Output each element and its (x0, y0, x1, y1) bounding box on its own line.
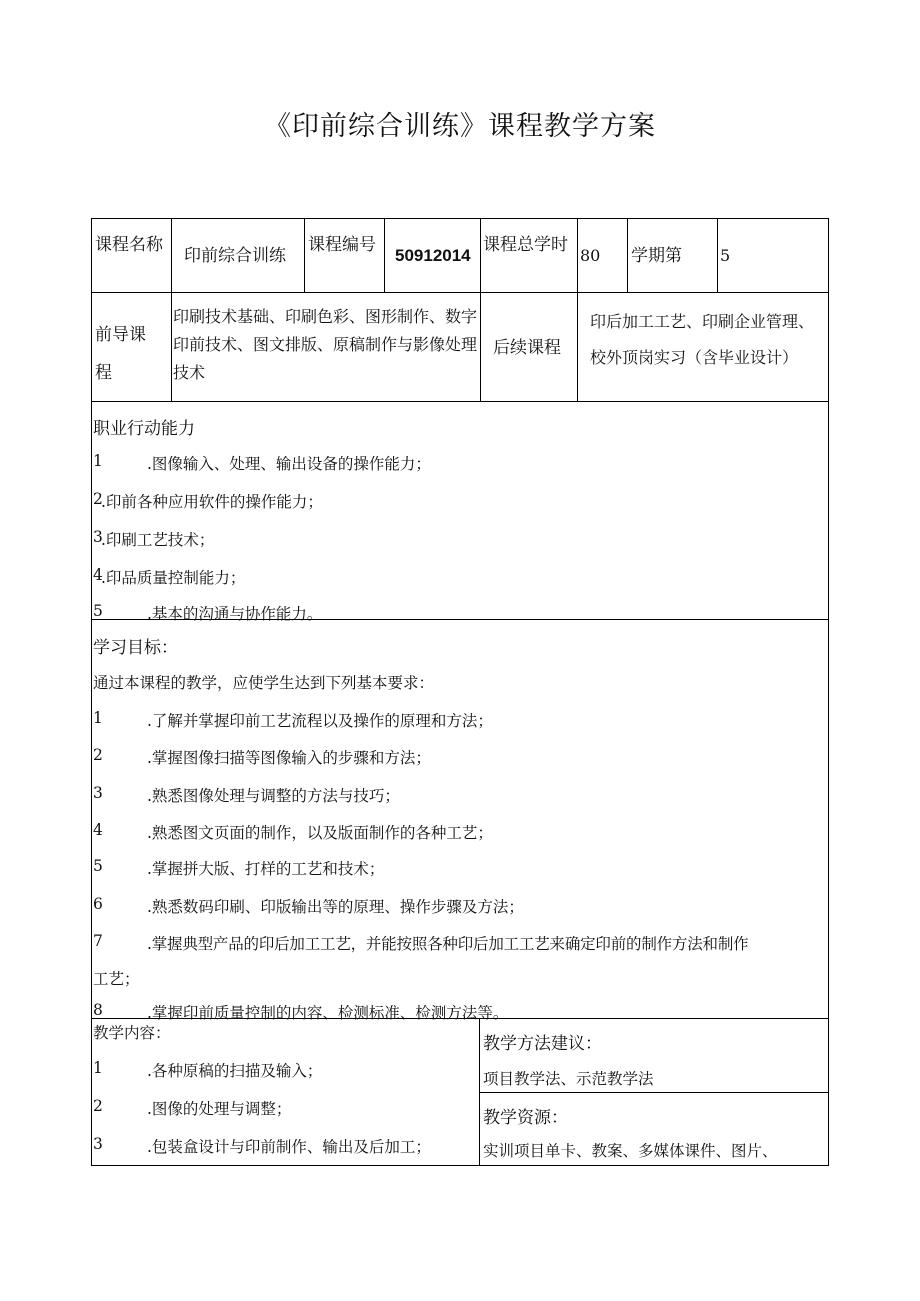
col-line-r1-4 (480, 218, 481, 293)
objective-item-1: .了解并掌握印前工艺流程以及操作的原理和方法； (147, 712, 493, 730)
ability-num-1: 1 (93, 452, 103, 470)
total-hours-label: 课程总学时 (483, 235, 568, 255)
ability-item-2: .印前各种应用软件的操作能力； (101, 493, 323, 511)
objective-item-6: .熟悉数码印刷、印版输出等的原理、操作步骤及方法； (147, 898, 524, 916)
ability-num-4: 4 (93, 566, 103, 584)
objective-item-7-cont: 工艺； (93, 970, 140, 988)
prereq-label: 前导课程 (95, 325, 146, 383)
total-hours-value: 80 (580, 246, 601, 265)
row-line-right-method (479, 1092, 829, 1093)
page-title: 《印前综合训练》课程教学方案 (264, 111, 656, 142)
semester-value: 5 (720, 246, 731, 265)
table-border-top (91, 218, 829, 219)
objective-item-7: .掌握典型产品的印后加工工艺，并能按照各种印后加工工艺来确定印前的制作方法和制作 (147, 935, 749, 953)
ability-num-5: 5 (93, 602, 103, 620)
abilities-heading: 职业行动能力 (93, 419, 195, 439)
objective-num-7: 7 (93, 932, 103, 950)
resource-value: 实训项目单卡、教案、多媒体课件、图片、 (483, 1142, 778, 1160)
content-heading: 教学内容： (93, 1024, 171, 1042)
method-label: 教学方法建议： (483, 1034, 602, 1054)
prereq-value: 印刷技术基础、印刷色彩、图形制作、数字印前技术、图文排版、原稿制作与影像处理技术 (173, 307, 478, 382)
col-line-r1-6 (627, 218, 628, 293)
objective-item-4: .熟悉图文页面的制作，以及版面制作的各种工艺； (147, 824, 493, 842)
content-item-3: .包装盒设计与印前制作、输出及后加工； (147, 1138, 431, 1156)
objective-num-1: 1 (93, 709, 103, 727)
ability-item-1: .图像输入、处理、输出设备的操作能力； (147, 455, 431, 473)
objective-num-3: 3 (93, 784, 103, 802)
semester-label: 学期第 (631, 246, 682, 266)
objective-num-8: 8 (93, 1001, 103, 1019)
course-code-value: 50912014 (395, 246, 471, 265)
col-line-r2-3 (577, 292, 578, 402)
col-line-r1-2 (304, 218, 305, 293)
table-border-bottom (91, 1165, 829, 1166)
ability-item-3: .印刷工艺技术； (101, 531, 215, 549)
followup-value: 印后加工工艺、印刷企业管理、校外顶岗实习（含毕业设计） (590, 312, 815, 367)
objective-item-3: .熟悉图像处理与调整的方法与技巧； (147, 787, 400, 805)
course-code-label: 课程编号 (308, 235, 376, 255)
course-name-label: 课程名称 (95, 235, 163, 255)
col-line-r5 (479, 1018, 480, 1166)
table-border-left (91, 218, 92, 1166)
objective-num-6: 6 (93, 895, 103, 913)
resource-label: 教学资源： (483, 1108, 568, 1128)
followup-label: 后续课程 (493, 338, 561, 358)
content-item-2: .图像的处理与调整； (147, 1100, 292, 1118)
table-border-right (828, 218, 829, 1166)
col-line-r2-1 (171, 292, 172, 402)
course-name-value: 印前综合训练 (184, 246, 286, 266)
col-line-r1-1 (171, 218, 172, 293)
col-line-r1-7 (717, 218, 718, 293)
objective-item-8: .掌握印前质量控制的内容、检测标准、检测方法等。 (147, 1004, 509, 1022)
objective-num-2: 2 (93, 746, 103, 764)
col-line-r1-3 (384, 218, 385, 293)
objective-num-4: 4 (93, 821, 103, 839)
method-value: 项目教学法、示范教学法 (483, 1070, 654, 1088)
content-item-1: .各种原稿的扫描及输入； (147, 1062, 323, 1080)
objective-item-5: .掌握拼大版、打样的工艺和技术； (147, 860, 385, 878)
row-line-2 (91, 401, 829, 402)
objectives-heading: 学习目标： (93, 638, 178, 658)
col-line-r1-5 (577, 218, 578, 293)
ability-item-5: .基本的沟通与协作能力。 (147, 605, 323, 623)
objective-num-5: 5 (93, 857, 103, 875)
objective-item-2: .掌握图像扫描等图像输入的步骤和方法； (147, 749, 431, 767)
content-num-1: 1 (93, 1059, 103, 1077)
ability-item-4: .印品质量控制能力； (101, 569, 246, 587)
ability-num-2: 2 (93, 490, 103, 508)
objectives-intro: 通过本课程的教学，应使学生达到下列基本要求： (93, 674, 435, 692)
ability-num-3: 3 (93, 528, 103, 546)
row-line-1 (91, 292, 829, 293)
content-num-2: 2 (93, 1097, 103, 1115)
content-num-3: 3 (93, 1135, 103, 1153)
